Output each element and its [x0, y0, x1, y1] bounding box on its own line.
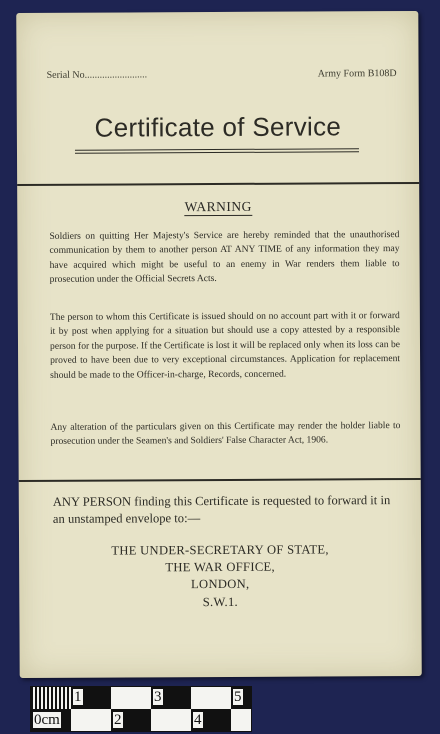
warning-paragraph-2: The person to whom this Certificate is issued should on no account part with it or forward it by post when applying for a situation but should use a copy attested by a responsible person for the purpose. If the Certificate is lost it will be replaced only when its loss can be proved to have been due to very exceptional circumstances. Application for replacement should be made to the Officer-in-charge, Records, concerned.	[49, 310, 401, 381]
title-underline	[75, 148, 359, 150]
scale-label: 5	[234, 689, 242, 705]
address-line: THE WAR OFFICE,	[165, 559, 275, 575]
serial-number: Serial No.........................	[46, 69, 148, 81]
title-underline-thin	[75, 151, 359, 153]
scale-cell	[191, 687, 231, 709]
scale-cell	[151, 709, 191, 731]
scale-label: 2	[114, 712, 122, 728]
scale-cell	[71, 709, 111, 731]
form-header	[47, 68, 397, 81]
warning-paragraph-3: Any alteration of the particulars given on this Certificate may render the holder liable to prosecution under the Seamen's and Soldiers' False Character Act, 1906.	[50, 420, 401, 448]
address-line: LONDON,	[191, 577, 250, 592]
finder-notice: ANY PERSON finding this Certificate is requested to forward it in an unstamped envelope to:—	[52, 493, 391, 526]
divider-bottom	[19, 478, 421, 482]
certificate-document	[16, 11, 421, 678]
scale-bar	[30, 686, 252, 732]
scale-label: 0cm	[34, 712, 60, 728]
scale-label: 1	[74, 689, 82, 705]
scale-label: 4	[194, 712, 202, 728]
scale-cell	[31, 687, 71, 709]
page-title: Certificate of Service	[94, 111, 342, 143]
divider-top	[17, 182, 419, 186]
address-line: S.W.1.	[202, 594, 239, 609]
address-line: THE UNDER-SECRETARY OF STATE,	[111, 542, 329, 558]
scale-cell	[231, 709, 251, 731]
form-number: Army Form B108D	[317, 68, 397, 80]
scale-cell	[111, 687, 151, 709]
warning-paragraph-1: Soldiers on quitting Her Majesty's Service are hereby reminded that the unauthorised communication by them to another person AT ANY TIME of any information they may have acquired which might be useful to an enemy in War renders them liable to prosecution under the Official Secrets Acts.	[49, 229, 400, 286]
warning-heading: WARNING	[184, 198, 252, 215]
scale-label: 3	[154, 689, 162, 705]
return-address	[19, 541, 421, 612]
